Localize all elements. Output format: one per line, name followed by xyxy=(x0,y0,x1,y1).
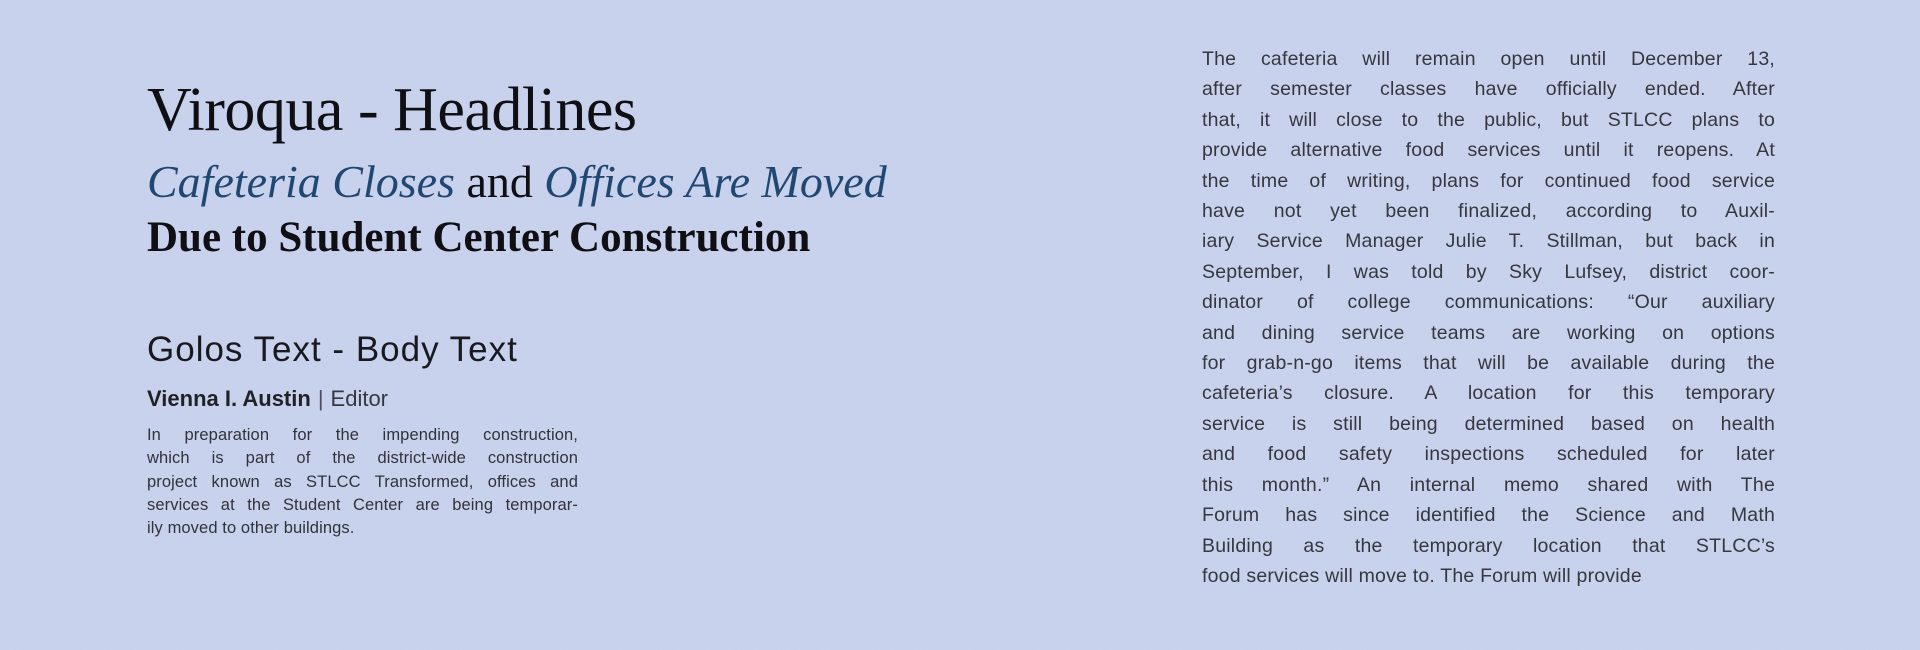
article-line: that, it will close to the public, but STLCC plans to xyxy=(1202,108,1775,131)
body-font-title: Golos Text - Body Text xyxy=(147,330,518,369)
article-line: September, I was told by Sky Lufsey, district coor- xyxy=(1202,260,1775,283)
article-line: for grab-n-go items that will be available during the xyxy=(1202,352,1775,375)
intro-line: which is part of the district-wide construction xyxy=(147,449,578,468)
byline-author: Vienna I. Austin xyxy=(147,386,311,411)
byline xyxy=(147,386,388,412)
headline-sub-plain: and xyxy=(454,156,545,207)
article-line: this month.” An internal memo shared with The xyxy=(1202,473,1775,496)
article-line: cafeteria’s closure. A location for this temporary xyxy=(1202,382,1775,405)
intro-line: project known as STLCC Transformed, offices and xyxy=(147,472,578,491)
article-line: The cafeteria will remain open until December 13, xyxy=(1202,48,1775,70)
headline-line3: Due to Student Center Construction xyxy=(147,214,811,261)
intro-line: services at the Student Center are being temporar- xyxy=(147,495,578,514)
article-line: food services will move to. The Forum will provide xyxy=(1202,564,1642,587)
intro-line: In preparation for the impending construction, xyxy=(147,426,578,444)
headline-font-title: Viroqua - Headlines xyxy=(147,76,637,144)
article-line: Forum has since identified the Science and Math xyxy=(1202,504,1775,527)
intro-line: ily moved to other buildings. xyxy=(147,519,355,538)
byline-role: Editor xyxy=(330,386,389,411)
article-line: and dining service teams are working on options xyxy=(1202,321,1775,344)
intro-paragraph xyxy=(147,424,578,540)
article-line: Building as the temporary location that STLCC’s xyxy=(1202,534,1775,557)
article-line: after semester classes have officially ended. After xyxy=(1202,78,1775,101)
article-line: service is still being determined based on health xyxy=(1202,412,1775,435)
headline-sub-accent-1: Cafeteria Closes xyxy=(147,156,455,207)
article-line: the time of writing, plans for continued food service xyxy=(1202,169,1775,192)
headline-sub-accent-2: Offices Are Moved xyxy=(544,156,887,207)
article-line: have not yet been finalized, according to Auxil- xyxy=(1202,200,1775,223)
article-line: dinator of college communications: “Our auxiliary xyxy=(1202,291,1775,314)
article-line: and food safety inspections scheduled for later xyxy=(1202,443,1775,466)
headline-sub xyxy=(147,157,887,208)
article-line: iary Service Manager Julie T. Stillman, but back in xyxy=(1202,230,1775,253)
article-line: provide alternative food services until it reopens. At xyxy=(1202,139,1775,162)
byline-separator: | xyxy=(317,386,324,411)
article-body xyxy=(1202,44,1775,591)
